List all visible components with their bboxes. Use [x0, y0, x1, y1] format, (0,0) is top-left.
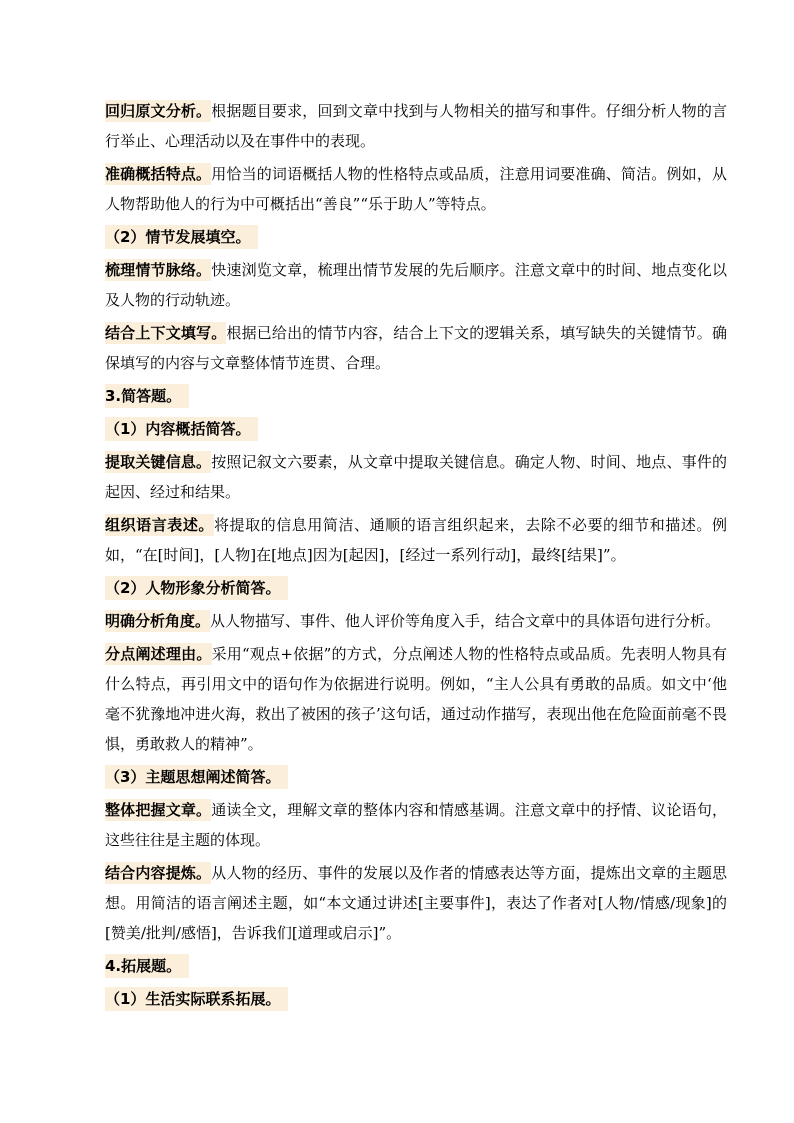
section-heading-short-answer — [105, 381, 727, 411]
item-paragraph-organize-language — [105, 510, 727, 570]
item-label: 组织语言表述。 — [105, 516, 214, 534]
document-body — [105, 96, 727, 1017]
item-label: 明确分析角度。 — [105, 612, 211, 630]
item-label: 结合内容提炼。 — [105, 864, 212, 882]
heading-text: 3.简答题。 — [105, 384, 189, 408]
heading-text: （2）人物形象分析简答。 — [105, 576, 288, 600]
item-text: 用恰当的词语概括人物的性格特点或品质，注意用词要准确、简洁。例如，从人物帮助他人的行为中可概括出“善良”“乐于助人”等特点。 — [105, 165, 727, 213]
item-paragraph-summarize-traits — [105, 159, 727, 219]
item-text: 将提取的信息用简洁、通顺的语言组织起来，去除不必要的细节和描述。例如，“在[时间]，[人物]在[地点]因为[起因]，[经过一系列行动]，最终[结果]”。 — [105, 516, 727, 564]
item-text: 通读全文，理解文章的整体内容和情感基调。注意文章中的抒情、议论语句，这些往往是主题的体现。 — [105, 801, 727, 849]
item-text: 从人物的经历、事件的发展以及作者的情感表达等方面，提炼出文章的主题思想。用简洁的语言阐述主题，如“本文通过讲述[主要事件]，表达了作者对[人物/情感/现象]的[赞美/批判/感悟]，告诉我们[道理或启示]”。 — [105, 864, 727, 942]
heading-text: （3）主题思想阐述简答。 — [105, 765, 288, 789]
item-text: 从人物描写、事件、他人评价等角度入手，结合文章中的具体语句进行分析。 — [210, 612, 721, 630]
heading-text: （1）生活实际联系拓展。 — [105, 987, 288, 1011]
section-heading-content-summary — [105, 414, 727, 444]
item-label: 整体把握文章。 — [105, 801, 212, 819]
item-label: 回归原文分析。 — [105, 102, 212, 120]
item-paragraph-extract-info — [105, 447, 727, 507]
section-heading-extension — [105, 951, 727, 981]
item-paragraph-point-by-point — [105, 639, 727, 759]
section-heading-character-analysis — [105, 573, 727, 603]
item-label: 提取关键信息。 — [105, 453, 212, 471]
section-heading-theme — [105, 762, 727, 792]
item-text: 按照记叙文六要素，从文章中提取关键信息。确定人物、时间、地点、事件的起因、经过和结果。 — [105, 453, 727, 501]
item-label: 准确概括特点。 — [105, 165, 212, 183]
heading-text: 4.拓展题。 — [105, 954, 189, 978]
item-text: 根据题目要求，回到文章中找到与人物相关的描写和事件。仔细分析人物的言行举止、心理活动以及在事件中的表现。 — [105, 102, 727, 150]
item-paragraph-grasp-whole — [105, 795, 727, 855]
item-label: 梳理情节脉络。 — [105, 261, 212, 279]
section-heading-real-life — [105, 984, 727, 1014]
item-paragraph-context-fill — [105, 318, 727, 378]
item-paragraph-analysis-angle — [105, 606, 727, 636]
item-label: 结合上下文填写。 — [105, 324, 227, 342]
item-text: 采用“观点+依据”的方式，分点阐述人物的性格特点或品质。先表明人物具有什么特点，再引用文中的语句作为依据进行说明。例如，“主人公具有勇敢的品质。如文中‘他毫不犹豫地冲进火海，救出了被困的孩子’这句话，通过动作描写，表现出他在危险面前毫不畏惧，勇敢救人的精神”。 — [105, 645, 727, 753]
section-heading-plot-fill — [105, 222, 727, 252]
heading-text: （2）情节发展填空。 — [105, 225, 258, 249]
item-text: 快速浏览文章，梳理出情节发展的先后顺序。注意文章中的时间、地点变化以及人物的行动轨迹。 — [105, 261, 727, 309]
item-paragraph-refine-theme — [105, 858, 727, 948]
item-paragraph-plot-outline — [105, 255, 727, 315]
item-paragraph-return-to-text — [105, 96, 727, 156]
item-text: 根据已给出的情节内容，结合上下文的逻辑关系，填写缺失的关键情节。确保填写的内容与文章整体情节连贯、合理。 — [105, 324, 727, 372]
item-label: 分点阐述理由。 — [105, 645, 212, 663]
heading-text: （1）内容概括简答。 — [105, 417, 258, 441]
